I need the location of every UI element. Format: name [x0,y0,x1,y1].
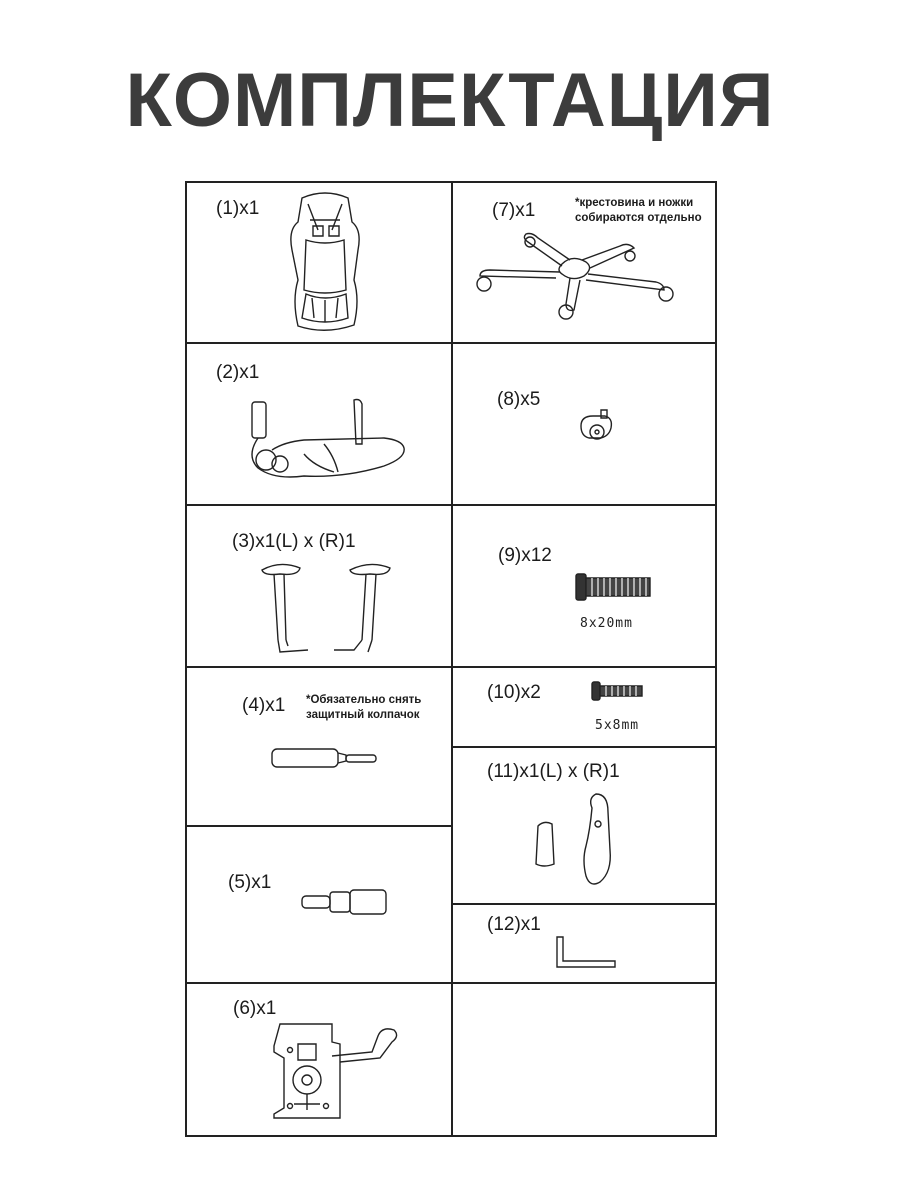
part-note-4: *Обязательно снять защитный колпачок [306,694,422,721]
part-label-8: (8)x5 [497,389,541,410]
part-label-7: (7)x1 [492,200,536,221]
part-label-9: (9)x12 [498,545,552,566]
part-label-4: (4)x1 [242,695,286,716]
seat-cushion-icon [244,396,409,488]
armrest-pair-icon [258,560,408,660]
empty-cell [451,982,717,1137]
part-dimension-10: 5x8mm [595,718,640,733]
gas-lift-cylinder-icon [270,745,380,771]
part-label-10: (10)x2 [487,682,541,703]
star-base-icon [470,228,680,320]
cylinder-cover-icon [300,888,390,918]
part-label-3: (3)x1(L) x (R)1 [232,531,356,552]
side-cover-pair-icon [530,790,630,890]
part-label-2: (2)x1 [216,362,260,383]
page-title: КОМПЛЕКТАЦИЯ [125,58,775,143]
chair-backrest-icon [280,190,370,335]
part-label-12: (12)x1 [487,914,541,935]
part-label-1: (1)x1 [216,198,260,219]
part-label-6: (6)x1 [233,998,277,1019]
part-dimension-9: 8x20mm [580,616,633,631]
bolt-icon [574,572,654,602]
part-label-5: (5)x1 [228,872,272,893]
allen-key-icon [555,935,620,970]
small-bolt-icon [590,681,645,701]
tilt-mechanism-icon [270,1018,405,1123]
caster-wheel-icon [575,410,620,444]
part-cell-10 [451,666,717,748]
part-label-11: (11)x1(L) x (R)1 [487,761,620,782]
part-note-7: *крестовина и ножки собираются отдельно [575,197,702,224]
